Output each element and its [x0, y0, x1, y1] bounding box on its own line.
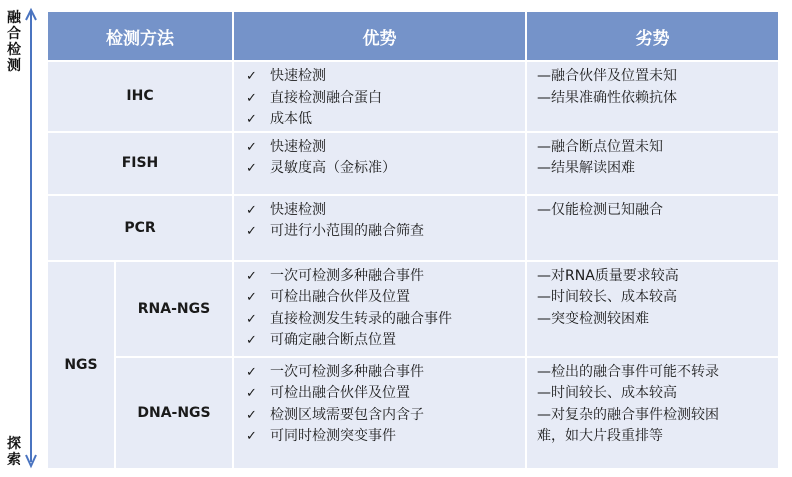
side-char: 测: [7, 58, 21, 74]
check-icon: ✓: [246, 224, 257, 239]
con-text: —时间较长、成本较高: [537, 289, 677, 305]
list-item: [234, 88, 525, 110]
comparison-table: [46, 10, 780, 470]
list-item: [234, 330, 525, 352]
con-text: —结果准确性依赖抗体: [537, 89, 677, 106]
check-icon: ✓: [246, 407, 257, 423]
list-item: [234, 66, 525, 88]
method-rna-ngs: RNA-NGS: [115, 261, 233, 357]
table-row: [47, 61, 779, 132]
side-char: 探: [7, 436, 21, 452]
con-text: —融合断点位置未知: [537, 138, 663, 155]
pros-cell: [233, 132, 526, 195]
check-icon: ✓: [246, 333, 257, 348]
header-pros: 优势: [233, 11, 526, 61]
check-icon: ✓: [246, 386, 257, 401]
pro-text: 可确定融合断点位置: [270, 332, 396, 348]
list-item: [234, 266, 525, 288]
pro-text: 快速检测: [270, 201, 326, 218]
table-row: [47, 132, 779, 195]
con-text: 难，如大片段重排等: [537, 428, 663, 444]
header-cons: 劣势: [526, 11, 779, 61]
list-item: [234, 137, 525, 159]
pro-text: 可检出融合伙伴及位置: [270, 289, 410, 305]
list-item: [234, 221, 525, 243]
con-text: —仅能检测已知融合: [537, 201, 663, 218]
pro-text: 快速检测: [270, 138, 326, 155]
check-icon: ✓: [246, 202, 257, 218]
pro-text: 快速检测: [270, 68, 326, 84]
pros-cell: [233, 195, 526, 261]
method-pcr: PCR: [47, 195, 233, 261]
cons-cell: [526, 357, 779, 469]
list-item: [234, 362, 525, 384]
cons-cell: [526, 132, 779, 195]
pro-text: 成本低: [270, 111, 312, 127]
header-row: [47, 11, 779, 61]
con-text: —突变检测较困难: [537, 310, 649, 327]
con-text: —融合伙伴及位置未知: [537, 68, 677, 84]
pro-text: 一次可检测多种融合事件: [270, 267, 424, 284]
side-char: 合: [7, 26, 21, 42]
check-icon: ✓: [246, 290, 257, 305]
check-icon: ✓: [246, 429, 257, 444]
con-text: —结果解读困难: [537, 160, 635, 176]
con-text: —对复杂的融合事件检测较困: [537, 406, 719, 423]
side-char: 索: [7, 452, 21, 468]
check-icon: ✓: [246, 311, 257, 327]
check-icon: ✓: [246, 139, 257, 155]
method-ngs: NGS: [47, 261, 115, 469]
table-row: [47, 261, 779, 357]
check-icon: ✓: [246, 161, 257, 176]
pro-text: 可进行小范围的融合筛查: [270, 223, 424, 239]
pro-text: 可检出融合伙伴及位置: [270, 385, 410, 401]
pro-text: 检测区域需要包含内含子: [270, 406, 424, 423]
pro-text: 可同时检测突变事件: [270, 428, 396, 444]
list-item: [234, 405, 525, 427]
check-icon: ✓: [246, 364, 257, 380]
list-item: [234, 200, 525, 222]
header-method: 检测方法: [47, 11, 233, 61]
pro-text: 一次可检测多种融合事件: [270, 363, 424, 380]
pro-text: 直接检测融合蛋白: [270, 89, 382, 106]
list-item: [234, 158, 525, 180]
cons-cell: [526, 261, 779, 357]
pros-cell: [233, 61, 526, 132]
check-icon: ✓: [246, 90, 257, 106]
con-text: —检出的融合事件可能不转录: [537, 363, 719, 380]
method-dna-ngs: DNA-NGS: [115, 357, 233, 469]
check-icon: ✓: [246, 268, 257, 284]
list-item: [234, 287, 525, 309]
pro-text: 直接检测发生转录的融合事件: [270, 310, 452, 327]
list-item: [234, 426, 525, 448]
table-row: [47, 357, 779, 469]
side-char: 融: [7, 10, 21, 26]
con-text: —对RNA质量要求较高: [537, 267, 679, 284]
pros-cell: [233, 357, 526, 469]
check-icon: ✓: [246, 112, 257, 127]
method-fish: FISH: [47, 132, 233, 195]
side-label-fusion-detection: [5, 10, 23, 74]
cons-cell: [526, 195, 779, 261]
side-label-explore: [5, 436, 23, 468]
list-item: [234, 383, 525, 405]
table-row: [47, 195, 779, 261]
pro-text: 灵敏度高（金标准）: [270, 160, 396, 176]
side-char: 检: [7, 42, 21, 58]
con-text: —时间较长、成本较高: [537, 385, 677, 401]
method-ihc: IHC: [47, 61, 233, 132]
pros-cell: [233, 261, 526, 357]
list-item: [234, 309, 525, 331]
list-item: [234, 109, 525, 131]
cons-cell: [526, 61, 779, 132]
check-icon: ✓: [246, 69, 257, 84]
